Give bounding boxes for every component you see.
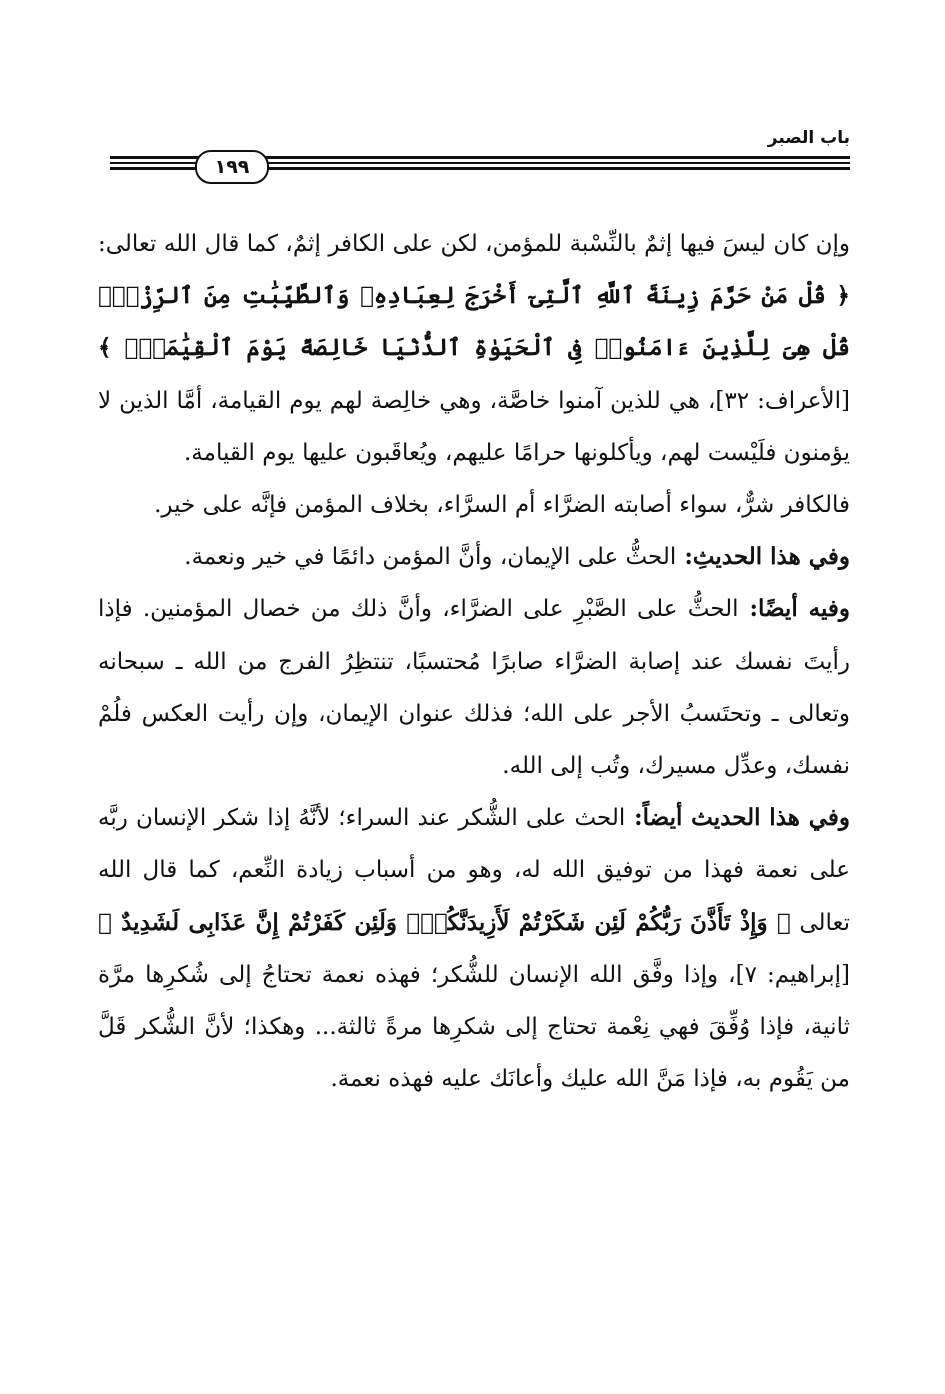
paragraph xyxy=(98,792,850,1105)
page-body xyxy=(98,218,850,1105)
paragraph xyxy=(98,583,850,792)
paragraph-lead: وفيه أيضًا: xyxy=(738,595,851,623)
paragraph-text: [إبراهيم: ٧]، وإذا وفَّق الله الإنسان للشُّكر؛ فهذه نعمة تحتاجُ إلى شُكرِها مرَّة ثانية، فإذا وُفِّقَ فهي نِعْمة تحتاج إلى شكرِها مرةً ثالثة... وهكذا؛ لأنَّ الشُّكر قَلَّ من يَقُوم به، فإذا مَنَّ الله عليك وأعانَك عليه فهذه نعمة. xyxy=(98,961,850,1093)
paragraph-text: الحثُّ على الإيمان، وأنَّ المؤمن دائمًا في خير ونعمة. xyxy=(184,544,677,571)
quran-verse: ﴿ قُلْ مَنْ حَرَّمَ زِينَةَ ٱللَّهِ ٱلَّتِىٓ أَخْرَجَ لِعِبَادِهِۦ وَٱلطَّيِّبَٰتِ مِنَ ٱلرِّزْقِۚ قُلْ هِىَ لِلَّذِينَ ءَامَنُوا۟ فِى ٱلْحَيَوٰةِ ٱلدُّنْيَا خَالِصَةً يَوْمَ ٱلْقِيَٰمَةِۗ ﴾ xyxy=(98,282,850,362)
page-number: ١٩٩ xyxy=(195,150,269,184)
paragraph-text: الحث على الشُّكر عند السراء؛ لأنَّهُ إذا شكر الإنسان ربَّه على نعمة فهذا من توفيق الله له، وهو من أسباب زيادة النِّعم، كما قال الله تعالى xyxy=(98,805,851,936)
paragraph xyxy=(98,479,850,531)
quran-verse: ﴿ وَإِذْ تَأَذَّنَ رَبُّكُمْ لَئِن شَكَرْتُمْ لَأَزِيدَنَّكُمْۖ وَلَئِن كَفَرْتُمْ إِنَّ عَذَابِى لَشَدِيدٌ ﴾ xyxy=(98,908,791,936)
page-header xyxy=(110,128,850,188)
paragraph-lead: وفي هذا الحديثِ: xyxy=(676,543,850,571)
paragraph-text: الحثُّ على الصَّبْرِ على الضرَّاء، وأنَّ ذلك من خصال المؤمنين. فإذا رأيتَ نفسك عند إصابة الضرَّاء صابرًا مُحتسبًا، تنتظِرُ الفرج من الله ـ سبحانه وتعالى ـ وتحتَسبُ الأجر على الله؛ فذلك عنوان الإيمان، وإن رأيت العكس فلُمْ نفسك، وعدِّل مسيرك، وتُب إلى الله. xyxy=(98,596,850,780)
paragraph xyxy=(98,531,850,583)
paragraph xyxy=(98,218,850,479)
paragraph-text: [الأعراف: ٣٢]، هي للذين آمنوا خاصَّة، وهي خالِصة لهم يوم القيامة، أمَّا الذين لا يؤمنون فلَيْست لهم، ويأكلونها حرامًا عليهم، ويُعاقَبون عليها يوم القيامة. xyxy=(98,387,851,466)
paragraph-lead: وفي هذا الحديث أيضاً: xyxy=(625,804,850,832)
paragraph-text: وإن كان ليسَ فيها إثمٌ بالنِّسْبة للمؤمن، لكن على الكافر إثمٌ، كما قال الله تعالى: xyxy=(98,231,850,257)
paragraph-text: فالكافر شرٌّ، سواء أصابته الضرَّاء أم السرَّاء، بخلاف المؤمن فإنَّه على خير. xyxy=(154,492,850,519)
chapter-title: باب الصبر xyxy=(767,128,850,148)
header-rule xyxy=(110,152,850,176)
